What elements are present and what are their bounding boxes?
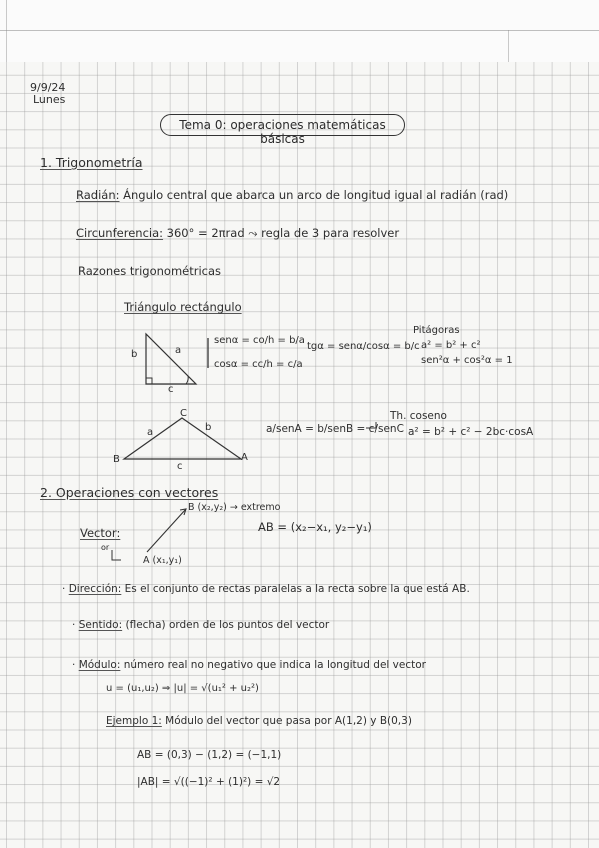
point-end-label: B (x₂,y₂) → extremo (188, 502, 281, 513)
bullet-icon: · (72, 619, 76, 631)
obl-side-c: c (177, 461, 183, 472)
page-title-text: Tema 0: operaciones matemáticas básicas (179, 118, 386, 146)
direccion-term: Dirección: (68, 583, 122, 595)
example-equation-1: AB = (0,3) − (1,2) = (−1,1) (137, 749, 282, 761)
obl-side-b: b (205, 422, 212, 433)
modulo-term: Módulo: (78, 659, 121, 671)
arrow-icon: ⤳ (248, 226, 258, 240)
pitagoras-eq1: a² = b² + c² (421, 340, 481, 351)
law-arrow-icon (366, 422, 376, 428)
triangle-label: Triángulo rectángulo (124, 300, 242, 314)
seno-law: a/senA = b/senB = c/senC (266, 423, 404, 435)
circ-equation: 360° = 2πrad (166, 226, 245, 240)
bullet-icon: · (72, 659, 76, 671)
sen-formula: senα = co/h = b/a (214, 335, 305, 346)
oblique-triangle-shape (124, 418, 241, 459)
modulo-definition: número real no negativo que indica la longitud del vector (123, 659, 426, 671)
example-text: Módulo del vector que pasa por A(1,2) y B(0,3) (165, 715, 412, 727)
obl-vertex-c: C (180, 408, 187, 419)
sentido-term: Sentido: (78, 619, 123, 631)
date-text: 9/9/24 (30, 81, 66, 94)
circ-term: Circunferencia: (76, 226, 164, 240)
right-tri-b: b (131, 349, 138, 360)
circ-note: regla de 3 para resolver (261, 226, 400, 240)
cos-formula: cosα = cc/h = c/a (214, 359, 303, 370)
right-angle-mark (146, 378, 152, 384)
origin-arrow-icon (112, 550, 121, 560)
origin-note: or (101, 543, 110, 552)
alpha-arc (186, 376, 188, 384)
weekday-text: Lunes (33, 93, 66, 106)
right-tri-c: c (168, 384, 174, 395)
pitagoras-label: Pitágoras (413, 325, 460, 336)
modulo-equation: u = (u₁,u₂) ⇒ |u| = √(u₁² + u₂²) (106, 683, 259, 694)
sentido-definition: (flecha) orden de los puntos del vector (125, 619, 330, 631)
direccion-definition: Es el conjunto de rectas paralelas a la recta sobre la que está AB. (124, 583, 470, 595)
obl-side-a: a (147, 427, 154, 438)
tg-formula: tgα = senα/cosα = b/c (307, 341, 420, 352)
obl-vertex-b: B (113, 454, 120, 465)
point-origin-label: A (x₁,y₁) (143, 555, 182, 566)
obl-vertex-a: A (241, 452, 248, 463)
vector-arrow-line (147, 509, 186, 552)
example-equation-2: |AB| = √((−1)² + (1)²) = √2 (137, 776, 281, 788)
section2-heading: 2. Operaciones con vectores (40, 485, 219, 500)
pitagoras-eq2: sen²α + cos²α = 1 (421, 355, 513, 366)
bullet-icon: · (62, 583, 66, 595)
right-tri-a: a (175, 345, 182, 356)
radian-term: Radián: (76, 188, 120, 202)
radian-definition: Ángulo central que abarca un arco de longitud igual al radián (rad) (123, 188, 509, 202)
example-label: Ejemplo 1: (106, 715, 162, 727)
coseno-equation: a² = b² + c² − 2bc·cosA (408, 426, 534, 438)
coseno-label: Th. coseno (390, 410, 447, 422)
section1-heading: 1. Trigonometría (40, 155, 143, 170)
vector-term: Vector: (80, 526, 121, 540)
ab-formula: AB = (x₂−x₁, y₂−y₁) (258, 520, 372, 534)
razones-heading: Razones trigonométricas (78, 264, 222, 278)
